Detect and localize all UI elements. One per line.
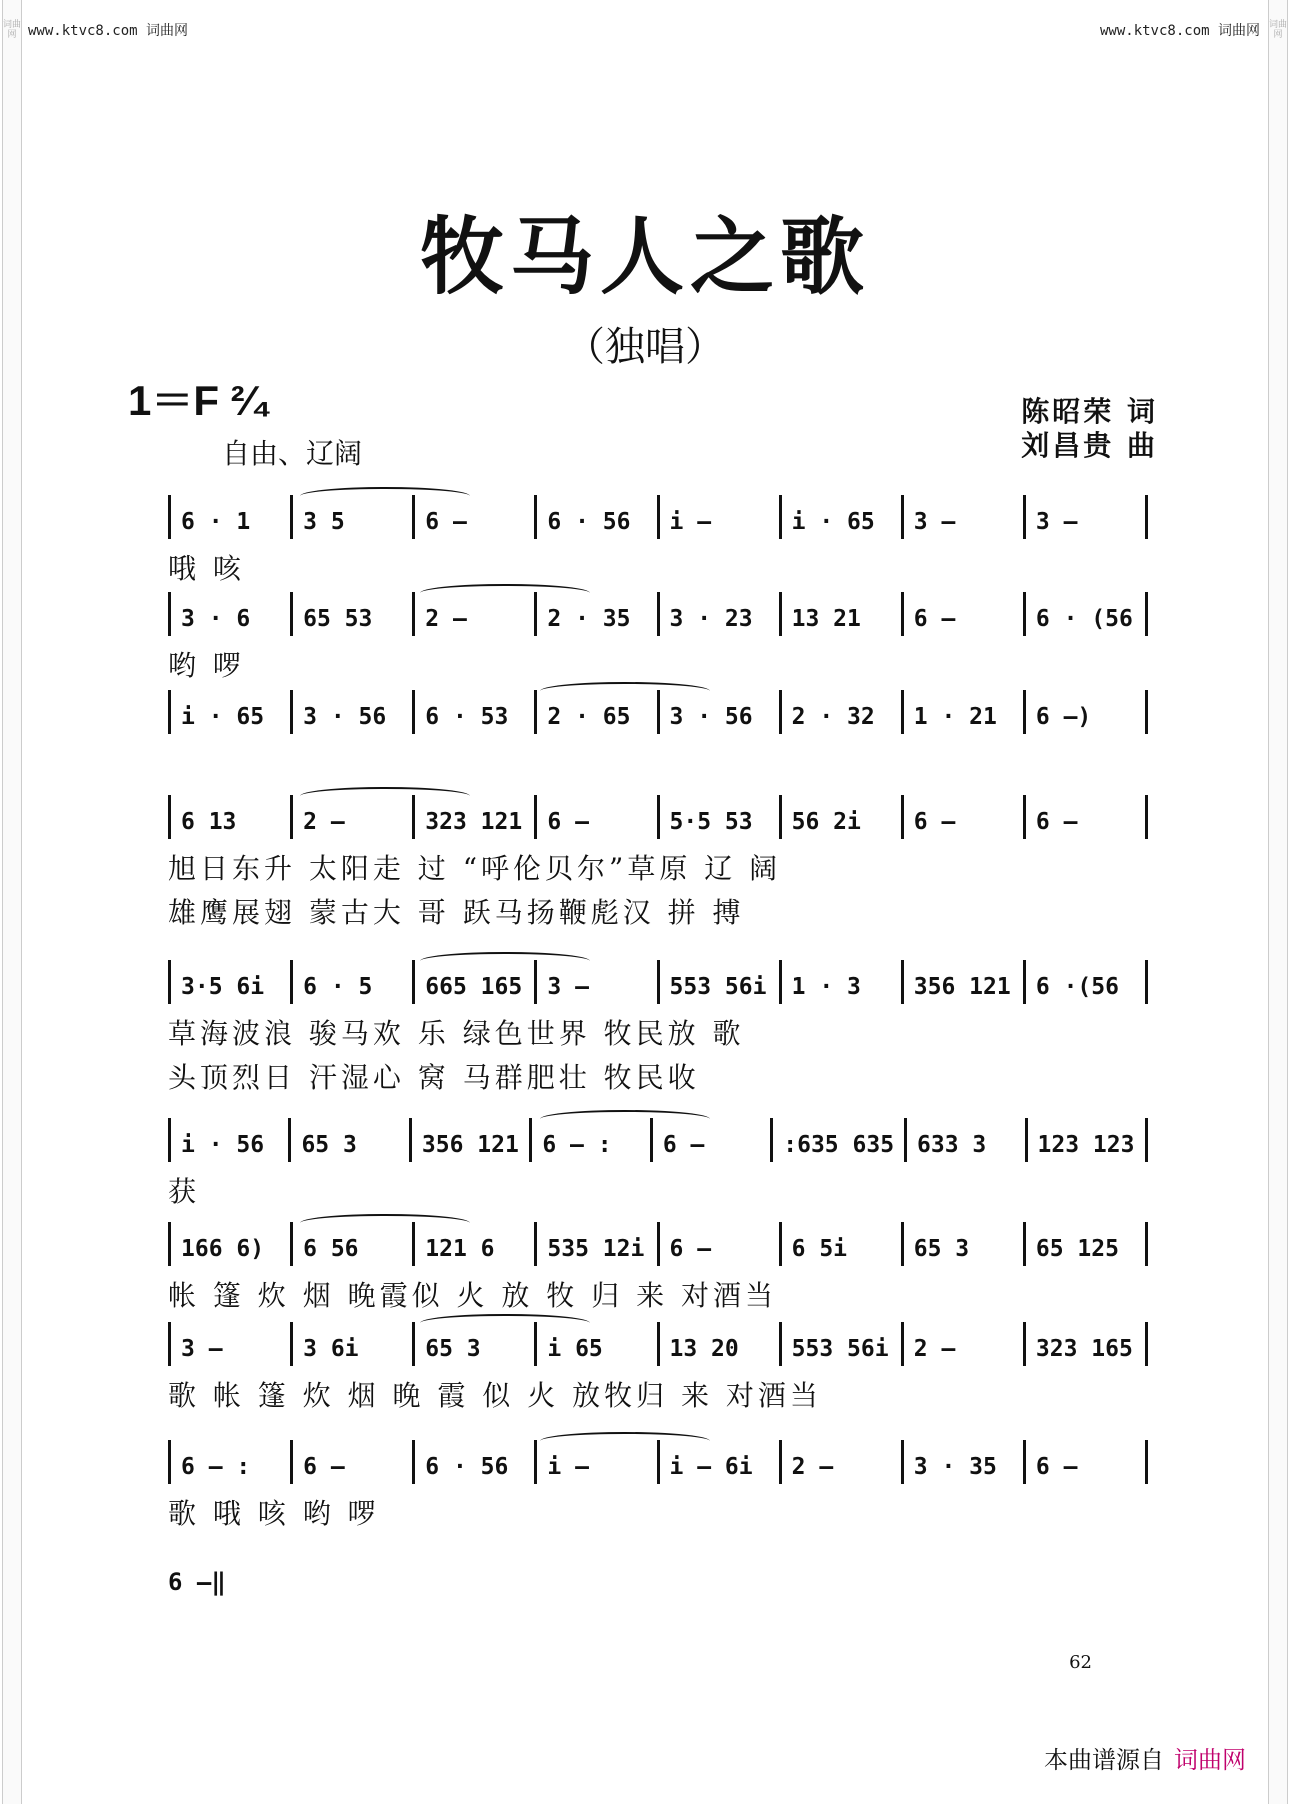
measure: 6 — : <box>529 1118 649 1162</box>
measure: 633 3 <box>904 1118 1024 1162</box>
lyric-line: 哟 啰 <box>168 649 245 682</box>
measure: 3 · 23 <box>657 592 779 636</box>
slur-mark <box>300 1214 470 1232</box>
measure: 323 165 <box>1023 1322 1148 1366</box>
left-edge-strip: 词曲网 <box>2 0 22 1804</box>
measure: 3 6i <box>290 1322 412 1366</box>
lyric-line: 哦 咳 <box>168 552 245 585</box>
slur-mark <box>420 1314 590 1332</box>
slur-mark <box>420 952 590 970</box>
measure: 6 5i <box>779 1222 901 1266</box>
measure: 6 · 56 <box>534 495 656 539</box>
song-title: 牧马人之歌 <box>419 207 870 306</box>
page-number: 62 <box>1069 1652 1092 1673</box>
measure: 1 · 3 <box>779 960 901 1004</box>
measure: 65 125 <box>1023 1222 1148 1266</box>
measure: 535 12i <box>534 1222 656 1266</box>
slur-mark <box>540 1110 710 1128</box>
measure: 6 — <box>534 795 656 839</box>
measure: i — 6i <box>657 1440 779 1484</box>
slur-mark <box>540 1432 710 1450</box>
source-credit <box>1044 1740 1246 1775</box>
measure: :635 635 <box>770 1118 904 1162</box>
lyricist-credit: 陈昭荣 词 <box>1021 395 1158 428</box>
measure: 3 — <box>168 1322 290 1366</box>
measure: 56 2i <box>779 795 901 839</box>
measure: 6 — <box>290 1440 412 1484</box>
measure: 2 — <box>901 1322 1023 1366</box>
measure: 6 — <box>650 1118 770 1162</box>
measure: 13 20 <box>657 1322 779 1366</box>
key-signature: 1＝F ²⁄₄ <box>128 377 272 424</box>
tempo-marking: 自由、辽阔 <box>222 437 363 470</box>
measure: 6 — <box>901 795 1023 839</box>
measure: 665 165 <box>412 960 534 1004</box>
measure: 6 ·(56 <box>1023 960 1148 1004</box>
measure: 356 121 <box>409 1118 529 1162</box>
measure: 6 — <box>1023 1440 1148 1484</box>
measure: 2 · 65 <box>534 690 656 734</box>
measure: 65 3 <box>288 1118 408 1162</box>
lyric-line: 帐 篷 炊 烟 晚霞似 火 放 牧 归 来 对酒当 <box>168 1279 778 1312</box>
measure: 356 121 <box>901 960 1023 1004</box>
header-site-left[interactable]: www.ktvc8.com 词曲网 <box>28 23 189 39</box>
measure: 2 — <box>779 1440 901 1484</box>
measure: i — <box>657 495 779 539</box>
lyric-line: 歌 哦 咳 哟 啰 <box>168 1497 380 1530</box>
slur-mark <box>300 487 470 505</box>
measure: 6 · (56 <box>1023 592 1148 636</box>
notation-row <box>168 592 1148 636</box>
composer-credit: 刘昌贵 曲 <box>1021 429 1158 462</box>
measure: 6 · 1 <box>168 495 290 539</box>
source-brand-link[interactable]: 词曲网 <box>1174 1746 1246 1774</box>
slur-mark <box>420 584 590 602</box>
measure: 121 6 <box>412 1222 534 1266</box>
measure: 3 · 56 <box>657 690 779 734</box>
lyric-line: 旭日东升 太阳走 过 “呼伦贝尔”草原 辽 阔 <box>168 852 782 885</box>
measure: 166 6) <box>168 1222 290 1266</box>
measure: 2 · 35 <box>534 592 656 636</box>
measure: 65 3 <box>901 1222 1023 1266</box>
measure: 65 53 <box>290 592 412 636</box>
right-edge-strip: 词曲网 <box>1268 0 1288 1804</box>
measure: 6 — <box>1023 795 1148 839</box>
lyric-line: 歌 帐 篷 炊 烟 晚 霞 似 火 放牧归 来 对酒当 <box>168 1379 822 1412</box>
measure: 2 — <box>412 592 534 636</box>
measure: 1 · 21 <box>901 690 1023 734</box>
source-label: 本曲谱源自 <box>1044 1746 1164 1774</box>
measure: 6 —) <box>1023 690 1148 734</box>
measure: 6 · 5 <box>290 960 412 1004</box>
measure: 6 — <box>657 1222 779 1266</box>
measure: 6 56 <box>290 1222 412 1266</box>
measure: i · 56 <box>168 1118 288 1162</box>
measure: 3 — <box>534 960 656 1004</box>
slur-mark <box>540 682 710 700</box>
measure: i · 65 <box>168 690 290 734</box>
lyric-line-verse-2: 头顶烈日 汗湿心 窝 马群肥壮 牧民收 <box>168 1061 700 1094</box>
measure: 3 · 56 <box>290 690 412 734</box>
measure: 553 56i <box>657 960 779 1004</box>
measure: 6 13 <box>168 795 290 839</box>
measure: 3 · 6 <box>168 592 290 636</box>
measure: 5·5 53 <box>657 795 779 839</box>
measure: 3·5 6i <box>168 960 290 1004</box>
measure: 123 123 <box>1025 1118 1148 1162</box>
measure: 3 — <box>1023 495 1148 539</box>
lyric-line: 草海波浪 骏马欢 乐 绿色世界 牧民放 歌 <box>168 1017 745 1050</box>
song-subtitle: （独唱） <box>565 324 725 370</box>
measure: 3 — <box>901 495 1023 539</box>
measure: i · 65 <box>779 495 901 539</box>
lyric-line: 获 <box>168 1175 201 1208</box>
measure: i — <box>534 1440 656 1484</box>
measure: 2 — <box>290 795 412 839</box>
measure: 6 · 56 <box>412 1440 534 1484</box>
notation-row <box>168 1322 1148 1366</box>
measure: 6 — <box>901 592 1023 636</box>
measure: 6 — <box>412 495 534 539</box>
measure: 553 56i <box>779 1322 901 1366</box>
measure: 3 5 <box>290 495 412 539</box>
measure: 323 121 <box>412 795 534 839</box>
slur-mark <box>300 787 470 805</box>
notation-row <box>168 960 1148 1004</box>
measure: i 65 <box>534 1322 656 1366</box>
measure: 13 21 <box>779 592 901 636</box>
header-site-right[interactable]: www.ktvc8.com 词曲网 <box>1099 23 1260 39</box>
lyric-line-verse-2: 雄鹰展翅 蒙古大 哥 跃马扬鞭彪汉 拼 搏 <box>168 896 745 929</box>
measure: 65 3 <box>412 1322 534 1366</box>
measure: 6 — : <box>168 1440 290 1484</box>
measure: 6 · 53 <box>412 690 534 734</box>
measure: 3 · 35 <box>901 1440 1023 1484</box>
measure: 2 · 32 <box>779 690 901 734</box>
final-measure: 6 —‖ <box>168 1568 226 1596</box>
